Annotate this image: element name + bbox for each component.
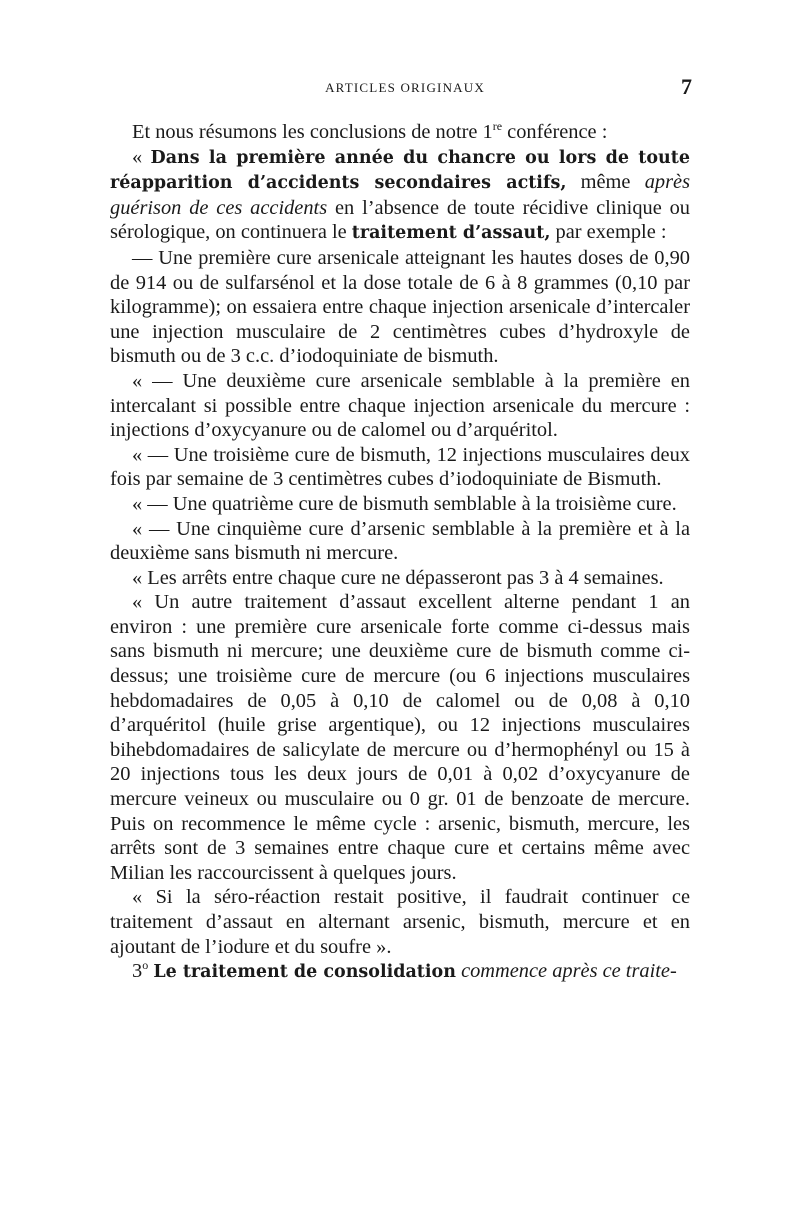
paragraph-intro [110,120,690,145]
paragraph-alternate-treatment: « Un autre traitement d’assaut excellent alterne pendant 1 an environ : une première cure arsenicale forte comme ci-dessus mais sans bismuth ni mercure; une deuxième cure de bismuth comme ci-dessus; une troisième cure de mercure (ou 6 injections musculaires hebdomadaires de 0,05 à 0,10 de calomel ou de 0,08 à 0,10 d’arquéritol (huile grise argentique), ou 12 injections musculaires bihebdomadaires de salicylate de mercure ou d’hermophényl ou 15 à 20 injections tous les deux jours de 0,01 à 0,02 d’oxycyanure de mercure veineux ou musculaire ou 0 gr. 01 de benzoate de mercure. Puis on recommence le même cycle : arsenic, bismuth, mercure, les arrêts sont de 3 semaines entre chaque cure et certains même avec Milian les raccourcissent à quelques jours. [110,591,690,884]
text-run: 3 [132,960,143,983]
paragraph-consolidation [110,959,690,985]
body-text [110,120,690,985]
paragraph-sero-reaction: « Si la séro-réaction restait positive, il faudrait continuer ce traitement d’assaut en alternant arsenic, bismuth, mercure et en ajoutant de l’iodure et du soufre ». [110,886,690,958]
text-run: même [566,171,645,194]
text-run: conférence : [502,121,608,143]
paragraph-cure-3: « — Une troisième cure de bismuth, 12 injections musculaires deux fois par semaine de 3 centimètres cubes d’iodoquiniate de Bismuth. [110,443,690,491]
running-head: ARTICLES ORIGINAUX [325,80,485,95]
paragraph-cure-1: — Une première cure arsenicale atteignant les hautes doses de 0,90 de 914 ou de sulfarsénol et la dose totale de 6 à 8 grammes (0,10 par kilogramme); on essaiera entre chaque injection arsenicale d’intercaler une injection musculaire de 2 centimètres cubes d’hydroxyle de bismuth ou de 3 c.c. d’iodoquiniate de bismuth. [110,246,690,368]
text-run: en l’absence de toute récidive clinique ou sérologique, on continuera le [110,196,690,244]
bold-text: Le traitement de consolidation [153,962,456,983]
italic-text: après guérison de ces accidents [110,171,690,219]
text-run: par exemple : [550,221,667,244]
paragraph-intervals: « Les arrêts entre chaque cure ne dépasseront pas 3 à 4 semaines. [132,566,664,589]
paragraph-cure-2: « — Une deuxième cure arsenicale semblable à la première en intercalant si possible entre chaque injection arsenicale du mercure : injections d’oxycyanure ou de calomel ou d’arquéritol. [110,369,690,442]
bold-text: traitement d’assaut, [351,223,551,244]
page-header [110,76,700,100]
paragraph-cure-4: « — Une quatrième cure de bismuth semblable à la troisième cure. [132,492,677,515]
paragraph-first-year [110,145,690,246]
superscript: re [492,119,503,134]
text-run: Et nous résumons les conclusions de notre 1 [132,121,493,143]
bold-text: Dans la première année du chancre ou lors de toute réapparition d’accidents secondaires actifs, [110,147,690,194]
paragraph-cure-5: « — Une cinquième cure d’arsenic semblable à la première et à la deuxième sans bismuth ni mercure. [110,517,690,565]
italic-text: commence après ce traite- [461,960,677,983]
superscript: o [142,958,149,973]
text-run: « [132,145,151,168]
page-number: 7 [681,74,692,99]
